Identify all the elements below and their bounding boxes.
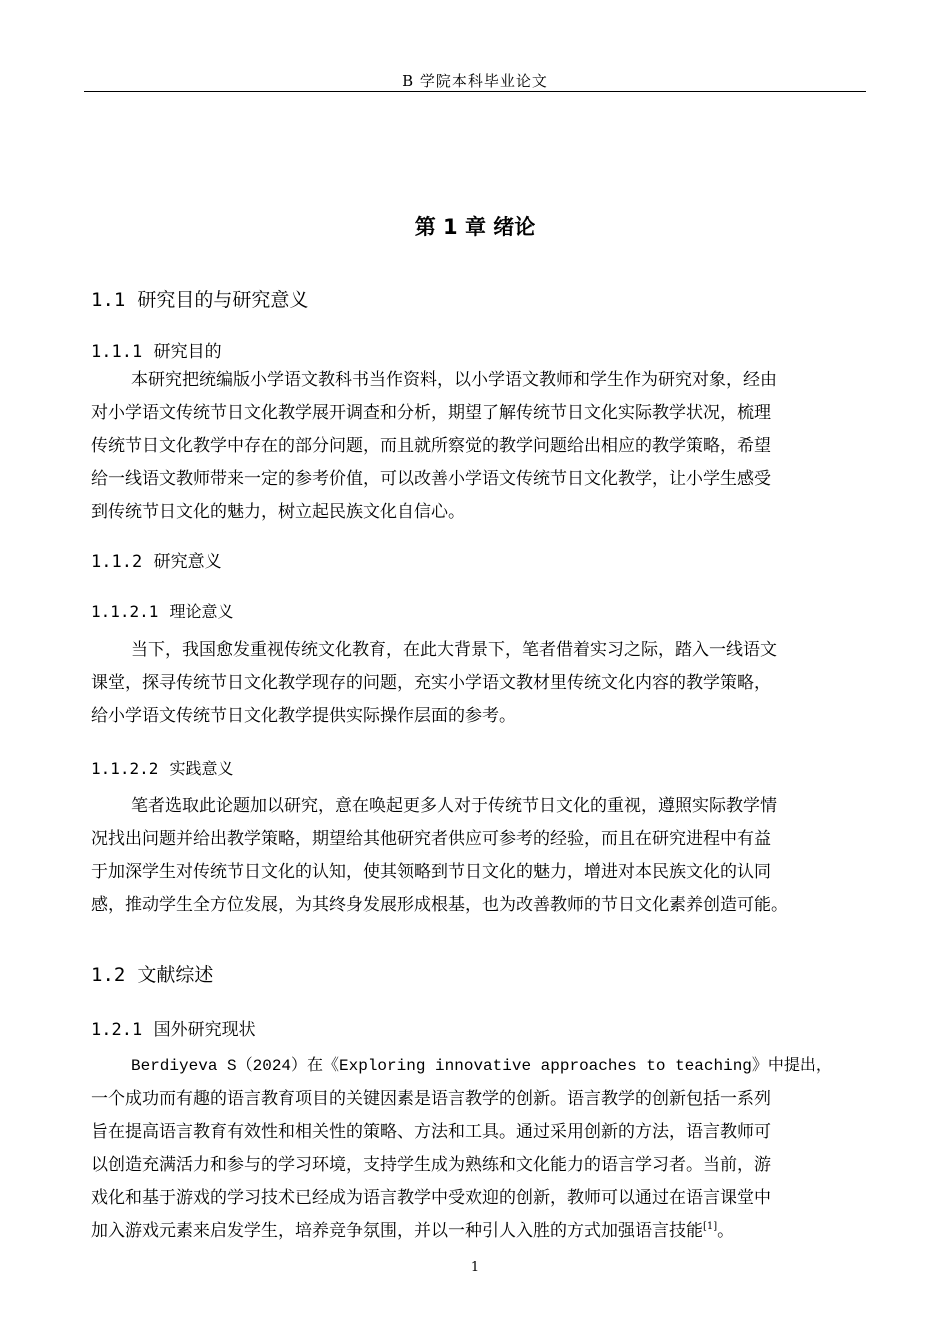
paragraph-line: 到传统节日文化的魅力，树立起民族文化自信心。	[91, 502, 465, 522]
section-heading-1-2	[91, 960, 213, 987]
subsubsection-title: 理论意义	[169, 602, 234, 621]
subsection-title: 研究目的	[153, 342, 222, 362]
paragraph-line: 对小学语文传统节日文化教学展开调查和分析，期望了解传统节日文化实际教学状况，梳理	[91, 403, 771, 423]
subsection-number: 1.1.2	[91, 552, 143, 572]
paragraph-line: 于加深学生对传统节日文化的认知，使其领略到节日文化的魅力，增进对本民族文化的认同	[91, 862, 771, 882]
paragraph-line: 传统节日文化教学中存在的部分问题，而且就所察觉的教学问题给出相应的教学策略，希望	[91, 436, 771, 456]
paragraph-text-end: 。	[717, 1221, 735, 1241]
paragraph-line: 当下，我国愈发重视传统文化教育，在此大背景下，笔者借着实习之际，踏入一线语文	[131, 640, 777, 660]
subsection-heading-1-2-1	[91, 1015, 256, 1040]
subsubsection-heading-1-1-2-1	[91, 599, 234, 622]
subsection-title: 研究意义	[153, 552, 222, 572]
subsubsection-number: 1.1.2.2	[91, 759, 159, 778]
paragraph-line: 本研究把统编版小学语文教科书当作资料，以小学语文教师和学生作为研究对象，经由	[131, 370, 777, 390]
running-header: B 学院本科毕业论文	[402, 72, 548, 90]
subsubsection-number: 1.1.2.1	[91, 602, 159, 621]
paragraph-line: 戏化和基于游戏的学习技术已经成为语言教学中受欢迎的创新，教师可以通过在语言课堂中	[91, 1188, 771, 1208]
paragraph-line: 感，推动学生全方位发展，为其终身发展形成根基，也为改善教师的节日文化素养创造可能。	[91, 895, 788, 915]
paragraph-research-purpose	[91, 364, 873, 529]
section-number: 1.2	[91, 964, 126, 986]
paragraph-line: 给小学语文传统节日文化教学提供实际操作层面的参考。	[91, 706, 516, 726]
paragraph-practical-significance	[91, 790, 873, 922]
subsection-heading-1-1-2	[91, 547, 222, 572]
paragraph-line: 以创造充满活力和参与的学习环境，支持学生成为熟练和文化能力的语言学习者。当前，游	[91, 1155, 771, 1175]
paragraph-line: Berdiyeva S（2024）在《Exploring innovative approaches to teaching》中提出，	[131, 1057, 832, 1075]
paragraph-line: 笔者选取此论题加以研究，意在唤起更多人对于传统节日文化的重视，遵照实际教学情	[131, 796, 777, 816]
section-title: 研究目的与研究意义	[137, 289, 309, 311]
subsection-heading-1-1-1	[91, 337, 222, 362]
header-rule	[84, 91, 866, 92]
citation-reference[interactable]: [1]	[703, 1221, 718, 1232]
subsection-number: 1.1.1	[91, 342, 143, 362]
paragraph-theoretical-significance	[91, 634, 873, 733]
paragraph-line: 给一线语文教师带来一定的参考价值，可以改善小学语文传统节日文化教学，让小学生感受	[91, 469, 771, 489]
page-number: 1	[470, 1260, 480, 1275]
subsubsection-title: 实践意义	[169, 759, 234, 778]
section-heading-1-1	[91, 285, 308, 312]
subsection-title: 国外研究现状	[153, 1020, 256, 1040]
paragraph-text: 加入游戏元素来启发学生，培养竞争氛围，并以一种引人入胜的方式加强语言技能	[91, 1221, 703, 1241]
section-number: 1.1	[91, 289, 126, 311]
paragraph-last-line	[91, 1215, 873, 1248]
paragraph-foreign-research	[91, 1050, 873, 1248]
subsection-number: 1.2.1	[91, 1020, 143, 1040]
paragraph-line: 况找出问题并给出教学策略，期望给其他研究者供应可参考的经验，而且在研究进程中有益	[91, 829, 771, 849]
section-title: 文献综述	[137, 964, 214, 986]
paragraph-line: 旨在提高语言教育有效性和相关性的策略、方法和工具。通过采用创新的方法，语言教师可	[91, 1122, 771, 1142]
subsubsection-heading-1-1-2-2	[91, 756, 234, 779]
paragraph-line: 一个成功而有趣的语言教育项目的关键因素是语言教学的创新。语言教学的创新包括一系列	[91, 1089, 771, 1109]
chapter-title: 第 1 章 绪论	[414, 215, 536, 239]
paragraph-line: 课堂，探寻传统节日文化教学现存的问题，充实小学语文教材里传统文化内容的教学策略，	[91, 673, 771, 693]
